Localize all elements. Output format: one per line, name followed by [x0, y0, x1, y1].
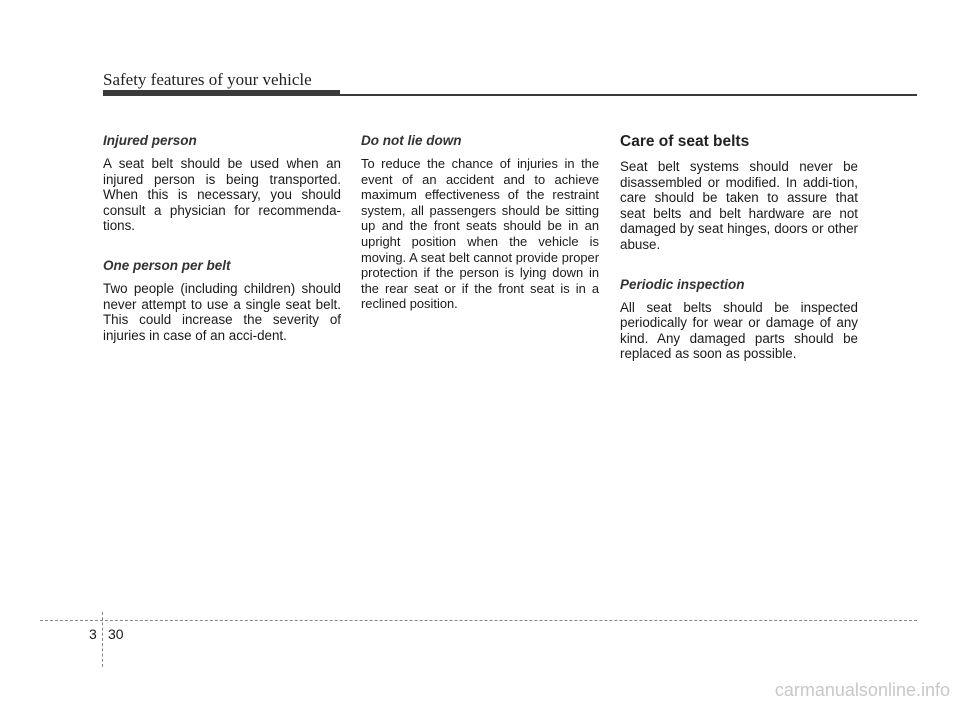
periodic-inspection-text: All seat belts should be inspected periodically for wear or damage of any kind. Any damaged parts should be replaced as soon as possible.	[620, 299, 858, 362]
footer-rule	[40, 620, 917, 621]
one-person-per-belt-text: Two people (including children) should never attempt to use a single seat belt. This could increase the severity of injuries in case of an acci-dent.	[103, 280, 341, 343]
footer-divider	[102, 612, 103, 667]
header-rule-thin	[340, 94, 917, 96]
one-person-per-belt-heading: One person per belt	[103, 257, 231, 273]
care-of-seat-belts-text: Seat belt systems should never be disassembled or modified. In addi-tion, care should be taken to assure that seat belts and belt hardware are not damaged by seat hinges, doors or other abuse.	[620, 159, 858, 252]
header-rule-thick	[103, 90, 340, 96]
chapter-number: 3	[89, 626, 97, 642]
do-not-lie-down-heading: Do not lie down	[361, 133, 462, 148]
injured-person-text: A seat belt should be used when an injured person is being transported. When this is necessary, you should consult a physician for recommenda-tions.	[103, 156, 341, 234]
periodic-inspection-heading: Periodic inspection	[620, 276, 745, 292]
column-right	[620, 133, 858, 362]
column-middle	[361, 133, 599, 312]
care-of-seat-belts-heading: Care of seat belts	[620, 133, 750, 150]
do-not-lie-down-text: To reduce the chance of injuries in the event of an accident and to achieve maximum effectiveness of the restraint system, all passengers should be sitting up and the front seats should be in an upright position when the vehicle is moving. A seat belt cannot provide proper protection if the person is lying down in the rear seat or if the front seat is in a reclined position.	[361, 156, 599, 312]
injured-person-heading: Injured person	[103, 133, 197, 148]
page-number: 30	[108, 626, 124, 642]
page-header-title: Safety features of your vehicle	[103, 70, 312, 89]
watermark: carmanualsonline.info	[774, 680, 950, 700]
column-left	[103, 133, 341, 343]
